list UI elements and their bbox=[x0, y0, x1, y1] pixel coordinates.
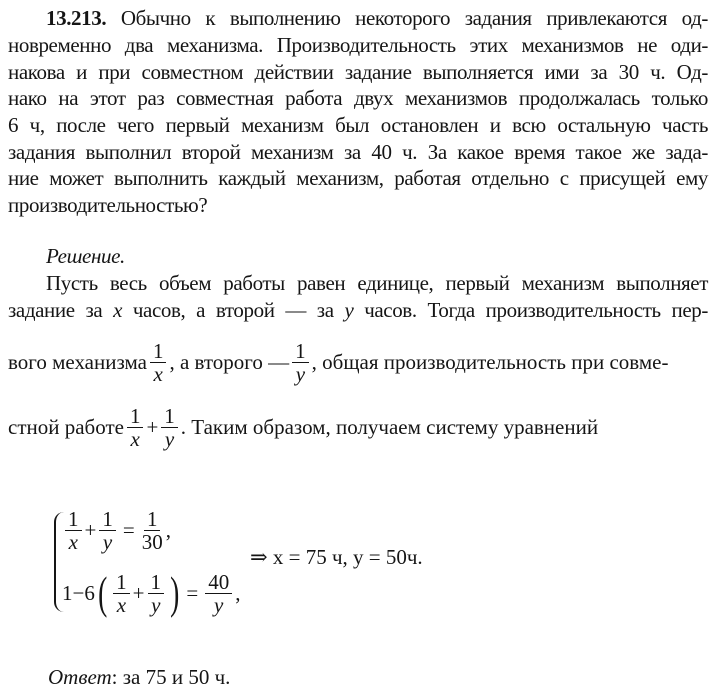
text: 1 bbox=[144, 508, 161, 531]
text: y bbox=[151, 592, 161, 617]
text: 1 bbox=[148, 571, 165, 594]
text: 1 bbox=[65, 508, 82, 531]
problem-line: накова и при совместном действии задание выполняется ими за 30 ч. Од- bbox=[8, 60, 708, 84]
text: 1 bbox=[161, 405, 178, 428]
text: 1−6 bbox=[62, 580, 95, 605]
problem-line: ние может выполнить каждый механизм, работая отдельно с присущей ему bbox=[8, 166, 708, 190]
text: x bbox=[153, 362, 163, 386]
system-result: ⇒ x = 75 ч, y = 50ч. bbox=[250, 545, 423, 569]
problem-line: производительностью? bbox=[8, 193, 208, 217]
text: вого механизма bbox=[8, 350, 147, 374]
text: 1 bbox=[113, 571, 130, 594]
answer bbox=[48, 665, 230, 690]
solution-line bbox=[8, 297, 708, 323]
text: . Таким образом, получаем систему уравнений bbox=[180, 415, 599, 439]
text: задание за bbox=[8, 298, 114, 322]
text: , bbox=[165, 518, 171, 542]
text: : за 75 и 50 ч. bbox=[111, 665, 231, 689]
solution-line-sum bbox=[8, 405, 598, 450]
problem-number: 13.213. bbox=[46, 6, 107, 30]
problem-line: новременно два механизма. Производительность этих механизмов не оди- bbox=[8, 33, 708, 57]
text: часов. Тогда производительность пер- bbox=[353, 298, 708, 322]
problem-line: задания выполнил второй механизм за 40 ч. За какое время такое же зада- bbox=[8, 140, 708, 164]
fraction-1-over-x bbox=[150, 340, 167, 385]
text: 40 bbox=[205, 571, 232, 594]
text: , bbox=[235, 580, 241, 605]
text: y bbox=[102, 530, 113, 554]
problem-line bbox=[46, 5, 708, 31]
text: x bbox=[68, 530, 78, 554]
text: Решение. bbox=[46, 244, 125, 268]
problem-line: 6 ч, после чего первый механизм был остановлен и всю остальную часть bbox=[8, 113, 708, 137]
text: , общая производительность при совме- bbox=[311, 350, 669, 374]
text: y bbox=[164, 427, 175, 451]
solution-heading bbox=[46, 243, 708, 269]
text: y bbox=[344, 298, 354, 322]
fraction-1-over-y bbox=[292, 340, 309, 385]
text: 1 bbox=[127, 405, 144, 428]
problem-line: нако на этот раз совместная работа двух механизмов продолжалась только bbox=[8, 86, 708, 110]
equation-1 bbox=[62, 508, 171, 553]
text: + bbox=[84, 518, 97, 542]
text: x bbox=[130, 427, 140, 451]
text: 1 bbox=[99, 508, 116, 531]
text: , а второго — bbox=[169, 350, 290, 374]
text: Ответ bbox=[48, 665, 112, 689]
text: = bbox=[186, 580, 199, 605]
equation-2: 1−6 ( $\frac{1}{x}$ + $\frac{1}{y}$ ) = $\frac{40}{y}$ , bbox=[62, 567, 241, 618]
text: x bbox=[116, 592, 127, 617]
solution-line-fractions bbox=[8, 340, 708, 385]
text: стной работе bbox=[8, 415, 124, 439]
text: y bbox=[214, 592, 224, 617]
text: 30 bbox=[141, 530, 163, 554]
text: Обычно к выполнению некоторого задания привлекаются од- bbox=[120, 6, 708, 30]
text: часов, а второй — за bbox=[122, 298, 345, 322]
text: x bbox=[113, 298, 123, 322]
text: 1 bbox=[292, 340, 309, 363]
text: y bbox=[295, 362, 306, 386]
solution-line: Пусть весь объем работы равен единице, первый механизм выполняет bbox=[46, 271, 708, 295]
text: + bbox=[146, 415, 159, 439]
text: 1 bbox=[150, 340, 167, 363]
text: = bbox=[122, 518, 135, 542]
text: + bbox=[132, 580, 145, 605]
